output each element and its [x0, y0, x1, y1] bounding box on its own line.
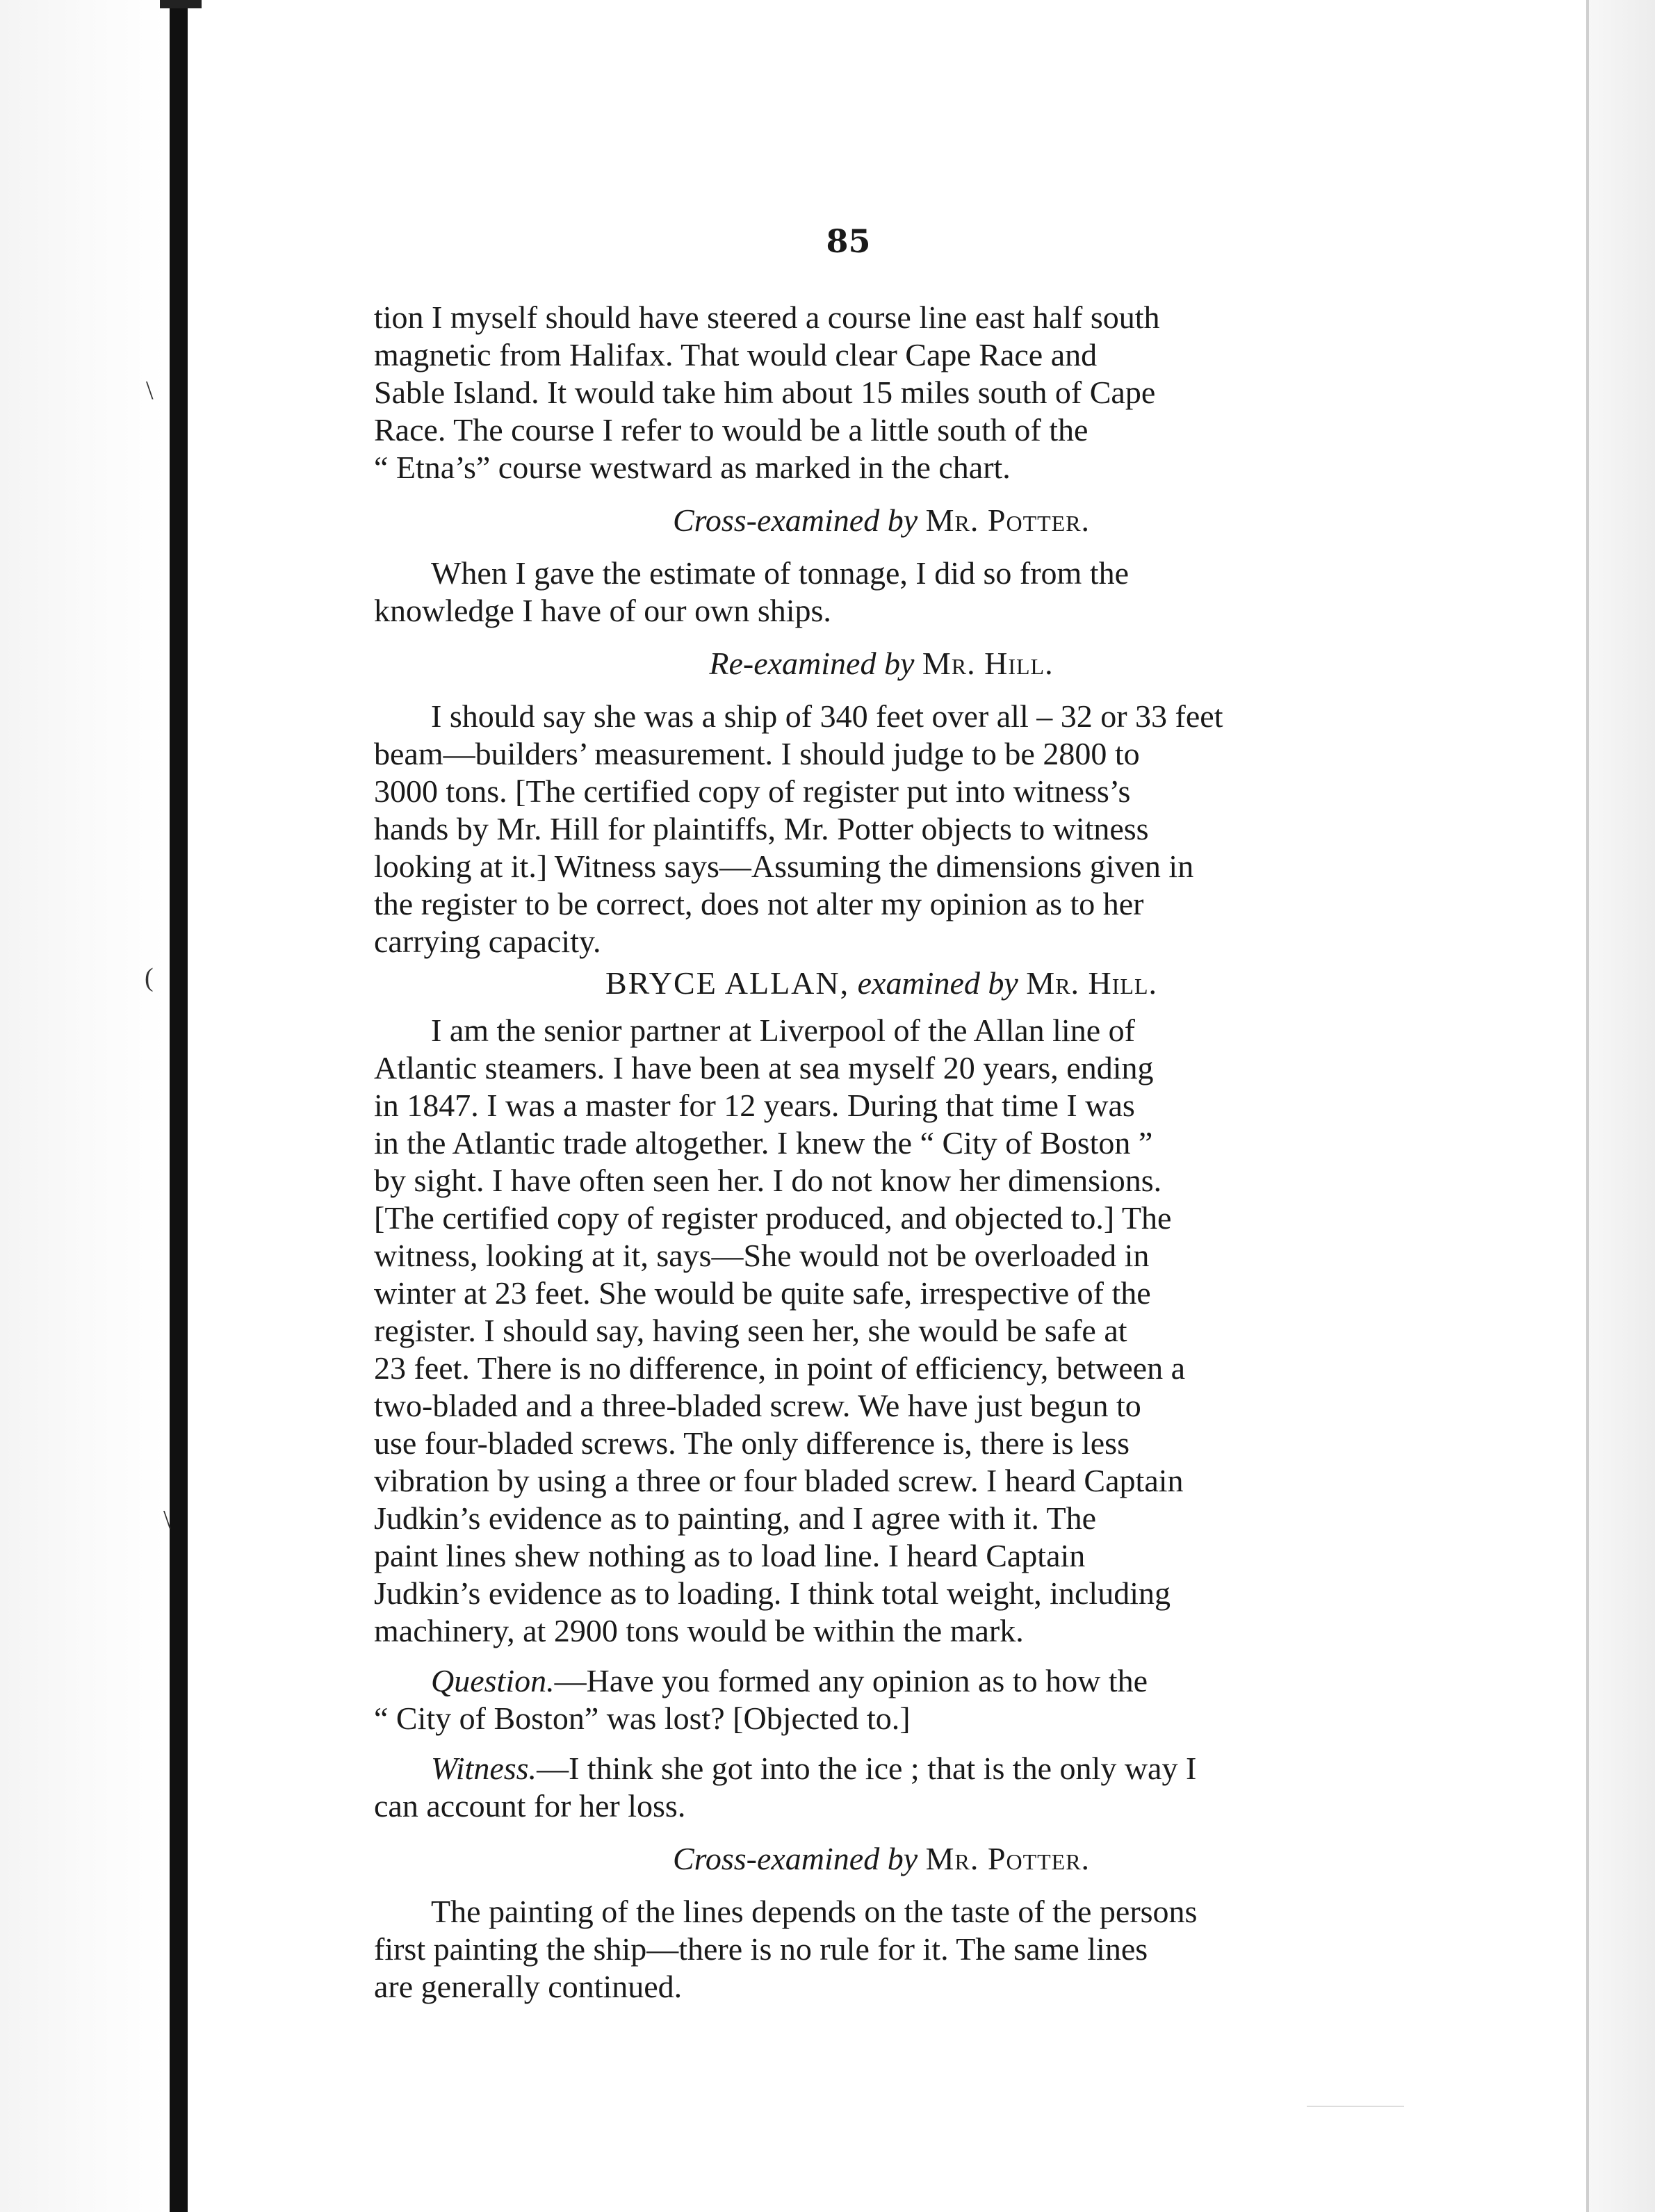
witness-label: Witness. [431, 1751, 537, 1786]
footer-mark [1307, 2106, 1404, 2107]
spacer [374, 1650, 1389, 1662]
page-binding-top [160, 0, 202, 8]
page-body [374, 299, 1389, 2006]
page-binding-shadow [0, 0, 167, 2212]
paragraph-tonnage: When I gave the estimate of tonnage, I did so from the knowledge I have of our own ships. [374, 555, 1130, 628]
page-number: 85 [826, 222, 871, 260]
heading-name: Mr. Hill. [922, 646, 1054, 681]
paragraph-painting: The painting of the lines depends on the taste of the persons first painting the ship—there is no rule for it. The same lines are generally continued. [374, 1894, 1198, 2004]
spacer [374, 1737, 1389, 1750]
section-heading-cross-examined [374, 1840, 1389, 1878]
section-heading-re-examined [374, 645, 1389, 682]
heading-name: Mr. Potter. [925, 1841, 1091, 1876]
question-label: Question. [431, 1663, 555, 1698]
page-binding-edge [170, 0, 188, 2212]
heading-italic-text: examined by [857, 965, 1018, 1001]
margin-mark: ( [145, 963, 154, 992]
margin-mark: \ [146, 376, 154, 405]
heading-italic-text: Re-examined by [709, 646, 915, 681]
paragraph-continuation: tion I myself should have steered a course line east half south magnetic from Halifax. That would clear Cape Race and Sable Island. It would take him about 15 miles south of Cape Race. The course I refer to would be a little south of the “ Etna’s” course westward as marked in the chart. [374, 300, 1160, 485]
page-right-fade [1589, 0, 1655, 2212]
paragraph-witness-answer [374, 1750, 1389, 1825]
section-heading-cross-examined [374, 502, 1389, 539]
witness-name: BRYCE ALLAN, [605, 965, 850, 1001]
paragraph-ship-size: I should say she was a ship of 340 feet over all – 32 or 33 feet beam—builders’ measurement. I should judge to be 2800 to 3000 tons. [The certified copy of register put into witness’s hands by Mr. Hill for plaintiffs, Mr. Potter objects to witness looking at it.] Witness says—Assuming the dimensions given in the register to be correct, does not alter my opinion as to her carrying capacity. [374, 698, 1223, 959]
paragraph-testimony: I am the senior partner at Liverpool of the Allan line of Atlantic steamers. I have been at sea myself 20 years, ending in 1847. I was a master for 12 years. During that time I was in the Atlantic trade altogether. I knew the “ City of Boston ” by sight. I have often seen her. I do not know her dimensions. [The certified copy of register produced, and objected to.] The witness, looking at it, says—She would not be overloaded in winter at 23 feet. She would be quite safe, irrespective of the register. I should say, having seen her, she would be safe at 23 feet. There is no difference, in point of efficiency, between a two-bladed and a three-bladed screw. We have just begun to use four-bladed screws. The only difference is, there is less vibration by using a three or four bladed screw. I heard Captain Judkin’s evidence as to painting, and I agree with it. The paint lines shew nothing as to load line. I heard Captain Judkin’s evidence as to loading. I think total weight, including machinery, at 2900 tons would be within the mark. [374, 1013, 1185, 1648]
heading-name: Mr. Hill. [1026, 965, 1158, 1001]
witness-answer-text: —I think she got into the ice ; that is the only way I can account for her loss. [374, 1751, 1197, 1824]
paragraph-question [374, 1662, 1389, 1737]
heading-italic-text: Cross-examined by [672, 1841, 918, 1876]
question-text: —Have you formed any opinion as to how the “ City of Boston” was lost? [Objected to.] [374, 1663, 1148, 1736]
page-right-edge [1586, 0, 1589, 2212]
heading-name: Mr. Potter. [925, 502, 1091, 538]
heading-italic-text: Cross-examined by [672, 502, 918, 538]
witness-heading-bryce-allan [374, 965, 1389, 1002]
margin-mark: \ [163, 1505, 171, 1534]
